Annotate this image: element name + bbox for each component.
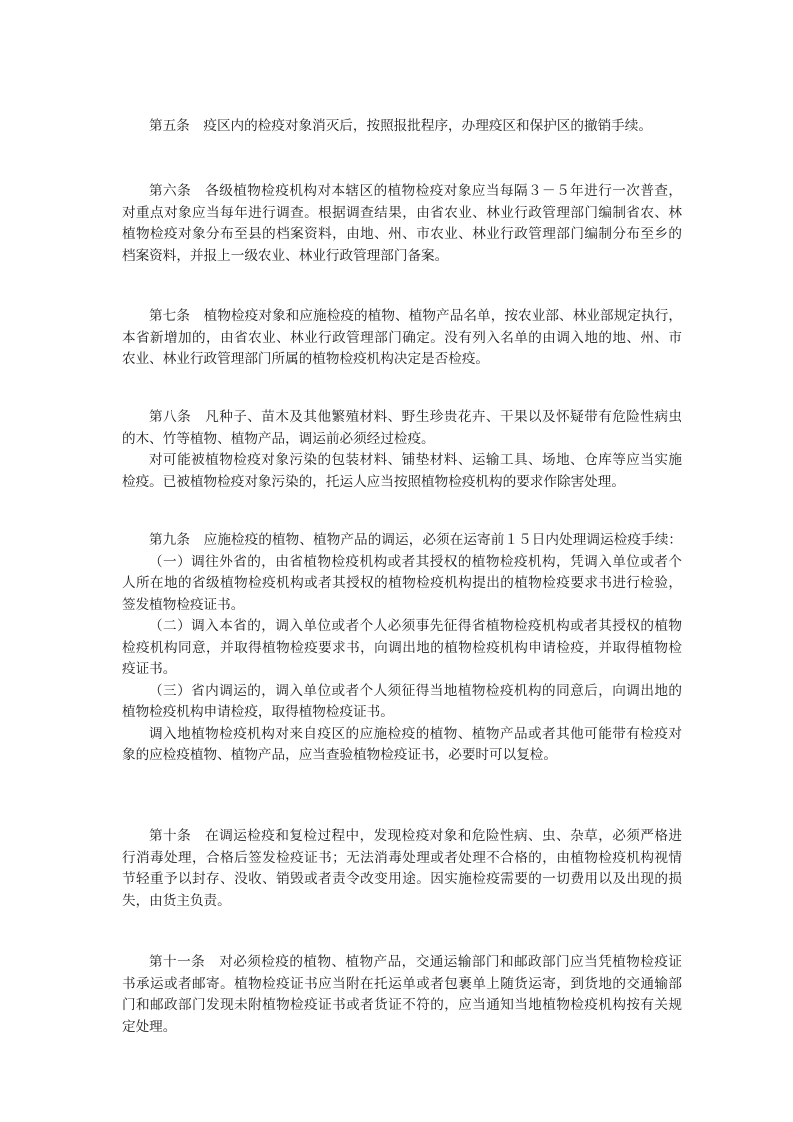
- article-9-line: （二）调入本省的，调入单位或者个人必须事先征得省植物检疫机构或者其授权的植物: [149, 618, 682, 634]
- article-9-line: （三）省内调运的，调入单位或者个人须征得当地植物检疫机构的同意后，向调出地的: [149, 682, 682, 699]
- article-9-line: 调入地植物检疫机构对来自疫区的应施检疫的植物、植物产品或者其他可能带有检疫对: [149, 725, 682, 742]
- article-9: [122, 530, 682, 767]
- article-11-line: 书承运或者邮寄。植物检疫证书应当附在托运单或者包裹单上随货运寄，到货地的交通输部: [122, 975, 682, 992]
- article-10-line: 第十条 在调运检疫和复检过程中，发现检疫对象和危险性病、虫、杂草，必须严格进: [149, 828, 682, 844]
- article-10-line: 失，由货主负责。: [122, 892, 231, 909]
- article-6: [122, 181, 682, 267]
- article-5-line: 第五条 疫区内的检疫对象消灭后，按照报批程序，办理疫区和保护区的撤销手续。: [149, 118, 652, 134]
- article-7-line: 第七条 植物检疫对象和应施检疫的植物、植物产品名单，按农业部、林业部规定执行，: [149, 308, 682, 324]
- article-11: [122, 952, 682, 1038]
- article-8-line: 对可能被植物检疫对象污染的包装材料、铺垫材料、运输工具、场地、仓库等应当实施: [149, 452, 682, 468]
- article-11-line: 第十一条 对必须检疫的植物、植物产品，交通运输部门和邮政部门应当凭植物检疫证: [149, 954, 682, 970]
- article-9-line: 植物检疫机构申请检疫，取得植物检疫证书。: [122, 704, 394, 720]
- article-10-line: 节轻重予以封存、没收、销毁或者责令改变用途。因实施检疫需要的一切费用以及出现的损: [122, 871, 682, 887]
- article-8-line: 第八条 凡种子、苗木及其他繁殖材料、野生珍贵花卉、干果以及怀疑带有危险性病虫: [149, 409, 682, 425]
- article-6-line: 对重点对象应当每年进行调查。根据调查结果，由省农业、林业行政管理部门编制省农、林: [122, 204, 682, 221]
- article-9-line: 人所在地的省级植物检疫机构或者其授权的植物检疫机构提出的植物检疫要求书进行检验，: [122, 575, 682, 591]
- article-11-line: 定处理。: [122, 1018, 177, 1035]
- article-9-line: 象的应检疫植物、植物产品，应当查验植物检疫证书，必要时可以复检。: [122, 747, 557, 763]
- article-9-line: 检疫机构同意，并取得植物检疫要求书，向调出地的植物检疫机构申请检疫，并取得植物检: [122, 639, 682, 656]
- article-11-line: 门和邮政部门发现未附植物检疫证书或者货证不符的，应当通知当地植物检疫机构按有关规: [122, 997, 682, 1013]
- article-5: [122, 116, 682, 138]
- article-9-line: 签发植物检疫证书。: [122, 596, 245, 613]
- article-9-line: 第九条 应施检疫的植物、植物产品的调运，必须在运寄前１５日内处理调运检疫手续：: [149, 532, 682, 548]
- article-8-line: 的木、竹等植物、植物产品，调运前必须经过检疫。: [122, 430, 435, 447]
- article-7: [122, 306, 682, 371]
- article-10-line: 行消毒处理，合格后签发检疫证书；无法消毒处理或者处理不合格的，由植物检疫机构视情: [122, 849, 682, 866]
- article-10: [122, 826, 682, 912]
- article-6-line: 第六条 各级植物检疫机构对本辖区的植物检疫对象应当每隔３－５年进行一次普查，: [149, 183, 682, 199]
- article-9-line: 疫证书。: [122, 661, 177, 677]
- article-6-line: 植物检疫对象分布至县的档案资料，由地、州、市农业、林业行政管理部门编制分布至乡的: [122, 226, 682, 242]
- article-6-line: 档案资料，并报上一级农业、林业行政管理部门备案。: [122, 247, 449, 264]
- article-8: [122, 407, 682, 493]
- article-9-line: （一）调往外省的，由省植物检疫机构或者其授权的植物检疫机构，凭调入单位或者个: [149, 553, 682, 570]
- article-7-line: 本省新增加的，由省农业、林业行政管理部门确定。没有列入名单的由调入地的地、州、市: [122, 329, 682, 346]
- article-8-line: 检疫。已被植物检疫对象污染的，托运人应当按照植物检疫机构的要求作除害处理。: [122, 473, 625, 490]
- article-7-line: 农业、林业行政管理部门所属的植物检疫机构决定是否检疫。: [122, 351, 490, 367]
